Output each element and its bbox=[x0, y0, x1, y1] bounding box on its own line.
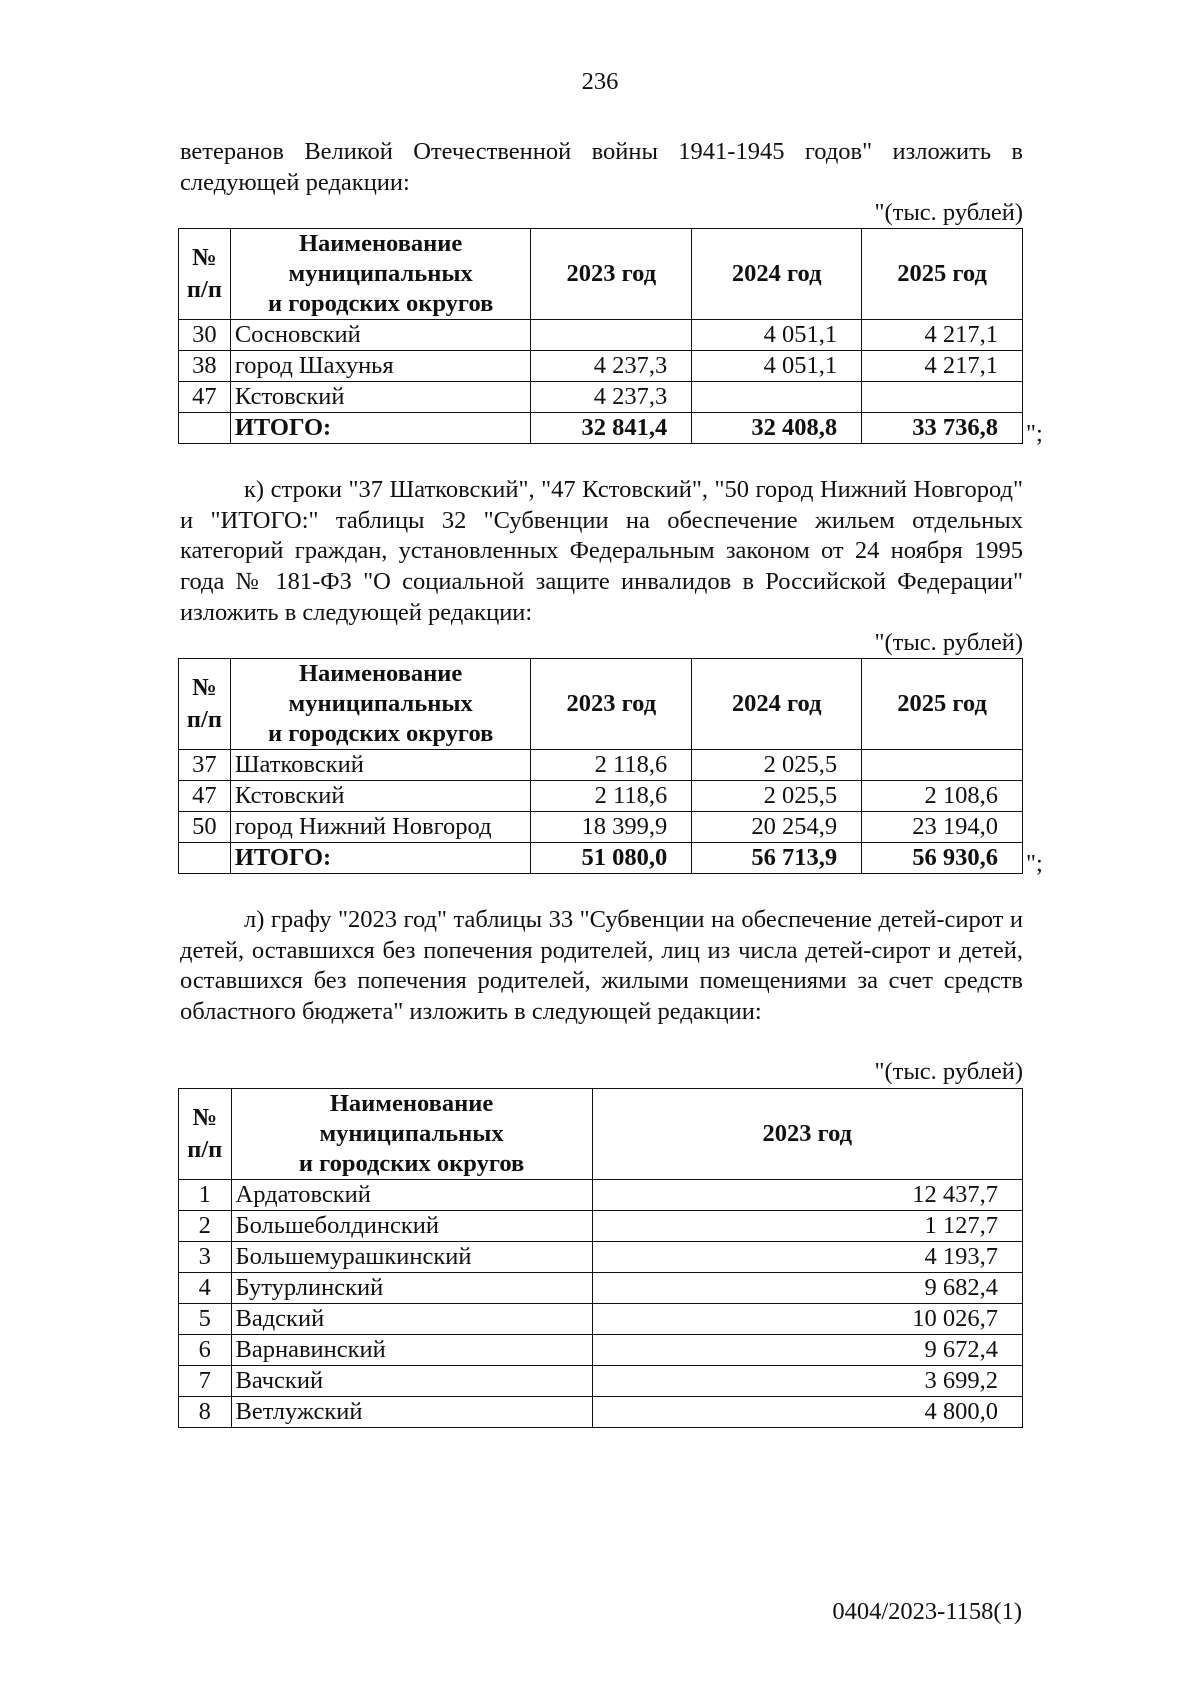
table-cell: город Нижний Новгород bbox=[230, 812, 531, 843]
table-cell: 2 108,6 bbox=[862, 781, 1023, 812]
header-name-line: муниципальных bbox=[288, 690, 473, 717]
table-cell: 56 930,6 bbox=[862, 843, 1023, 874]
table-cell: город Шахунья bbox=[230, 351, 531, 382]
table-cell: 32 841,4 bbox=[531, 413, 692, 444]
table-cell: Большемурашкинский bbox=[231, 1242, 592, 1273]
header-y2025: 2025 год bbox=[862, 659, 1023, 750]
paragraph-k bbox=[180, 475, 1023, 629]
header-y2025: 2025 год bbox=[862, 229, 1023, 320]
table-cell: 9 682,4 bbox=[592, 1273, 1022, 1304]
table-cell: 2 025,5 bbox=[692, 781, 862, 812]
table-cell: 38 bbox=[179, 351, 231, 382]
table-cell: 4 217,1 bbox=[862, 351, 1023, 382]
table-cell: 3 699,2 bbox=[592, 1366, 1022, 1397]
header-name-line: и городских округов bbox=[298, 1150, 525, 1177]
header-name bbox=[231, 1089, 592, 1180]
header-name-line: и городских округов bbox=[267, 290, 494, 317]
table-cell: 2 118,6 bbox=[531, 750, 692, 781]
table-cell: 32 408,8 bbox=[692, 413, 862, 444]
unit-label: "(тыс. рублей) bbox=[874, 629, 1023, 656]
table-cell: 51 080,0 bbox=[531, 843, 692, 874]
table-row bbox=[179, 351, 1023, 382]
table-row bbox=[179, 1211, 1023, 1242]
header-num bbox=[179, 229, 231, 320]
table-cell: 12 437,7 bbox=[592, 1180, 1022, 1211]
table-cell: 2 bbox=[179, 1211, 232, 1242]
table-2 bbox=[178, 658, 1023, 874]
table-cell bbox=[862, 750, 1023, 781]
table-row bbox=[179, 1304, 1023, 1335]
table-cell bbox=[692, 382, 862, 413]
table-cell: Шатковский bbox=[230, 750, 531, 781]
table-cell: 4 237,3 bbox=[531, 351, 692, 382]
table-cell: 5 bbox=[179, 1304, 232, 1335]
header-y2023: 2023 год bbox=[592, 1089, 1022, 1180]
table-cell: Ардатовский bbox=[231, 1180, 592, 1211]
header-name-line: Наименование bbox=[298, 660, 463, 687]
header-y2024: 2024 год bbox=[692, 659, 862, 750]
table-cell: 6 bbox=[179, 1335, 232, 1366]
table-cell: 4 237,3 bbox=[531, 382, 692, 413]
header-y2023: 2023 год bbox=[531, 229, 692, 320]
header-num bbox=[179, 1089, 232, 1180]
table-row bbox=[179, 1335, 1023, 1366]
header-num bbox=[179, 659, 231, 750]
table-cell: Варнавинский bbox=[231, 1335, 592, 1366]
header-row bbox=[179, 1089, 1023, 1180]
paragraph-l-text: л) графу "2023 год" таблицы 33 "Субвенции на обеспечение детей-сирот и детей, оставшихся без попечения родителей, лиц из числа детей-сирот и детей, оставшихся без попечения родителей, жилыми помещениями за счет средств областного бюджета" изложить в следующей редакции: bbox=[180, 906, 1023, 1026]
header-name-line: муниципальных bbox=[288, 260, 473, 287]
table-cell: ИТОГО: bbox=[230, 843, 531, 874]
header-name-line: Наименование bbox=[298, 230, 463, 257]
table-cell: 4 051,1 bbox=[692, 320, 862, 351]
header-row bbox=[179, 659, 1023, 750]
table-cell: 23 194,0 bbox=[862, 812, 1023, 843]
table-cell: Ветлужский bbox=[231, 1397, 592, 1428]
total-row bbox=[179, 413, 1023, 444]
header-num-text: № п/п bbox=[186, 674, 222, 733]
table-cell: 2 118,6 bbox=[531, 781, 692, 812]
header-num-text: № п/п bbox=[187, 1104, 223, 1163]
table-cell: Сосновский bbox=[230, 320, 531, 351]
document-code: 0404/2023-1158(1) bbox=[832, 1598, 1022, 1625]
table-cell bbox=[531, 320, 692, 351]
table-cell: ИТОГО: bbox=[230, 413, 531, 444]
header-name-line: Наименование bbox=[329, 1090, 494, 1117]
table-row bbox=[179, 781, 1023, 812]
table-1 bbox=[178, 228, 1023, 444]
table-cell: 18 399,9 bbox=[531, 812, 692, 843]
table-cell: 8 bbox=[179, 1397, 232, 1428]
header-y2024: 2024 год bbox=[692, 229, 862, 320]
table-cell: Большеболдинский bbox=[231, 1211, 592, 1242]
table-cell: 37 bbox=[179, 750, 231, 781]
table-cell bbox=[862, 382, 1023, 413]
header-name bbox=[230, 659, 531, 750]
table-cell: Вачский bbox=[231, 1366, 592, 1397]
table-cell: 47 bbox=[179, 781, 231, 812]
header-name bbox=[230, 229, 531, 320]
table-cell: 10 026,7 bbox=[592, 1304, 1022, 1335]
table-row bbox=[179, 1397, 1023, 1428]
paragraph-l bbox=[180, 905, 1023, 1028]
table-1-closing-quote: "; bbox=[1026, 420, 1043, 447]
table-cell bbox=[179, 843, 231, 874]
table-cell: 33 736,8 bbox=[862, 413, 1023, 444]
table-cell: 4 217,1 bbox=[862, 320, 1023, 351]
table-cell: 30 bbox=[179, 320, 231, 351]
table-cell bbox=[179, 413, 231, 444]
table-cell: 1 127,7 bbox=[592, 1211, 1022, 1242]
paragraph-k-text: к) строки "37 Шатковский", "47 Кстовский", "50 город Нижний Новгород" и "ИТОГО:" таблицы 32 "Субвенции на обеспечение жильем отдельных категорий граждан, установленных Федеральным законом от 24 ноября 1995 года № 181-ФЗ "О социальной защите инвалидов в Российской Федерации" изложить в следующей редакции: bbox=[180, 476, 1023, 626]
table-cell: 9 672,4 bbox=[592, 1335, 1022, 1366]
table-cell: Кстовский bbox=[230, 382, 531, 413]
header-row bbox=[179, 229, 1023, 320]
table-row bbox=[179, 812, 1023, 843]
table-cell: 56 713,9 bbox=[692, 843, 862, 874]
table-cell: 4 193,7 bbox=[592, 1242, 1022, 1273]
unit-label: "(тыс. рублей) bbox=[874, 1058, 1023, 1085]
intro-paragraph: ветеранов Великой Отечественной войны 1941-1945 годов" изложить в следующей редакции: bbox=[180, 138, 1023, 196]
table-cell: 1 bbox=[179, 1180, 232, 1211]
table-2-closing-quote: "; bbox=[1026, 850, 1043, 877]
table-cell: 7 bbox=[179, 1366, 232, 1397]
table-row bbox=[179, 382, 1023, 413]
header-y2023: 2023 год bbox=[531, 659, 692, 750]
total-row bbox=[179, 843, 1023, 874]
table-cell: 4 bbox=[179, 1273, 232, 1304]
table-cell: 4 051,1 bbox=[692, 351, 862, 382]
table-row bbox=[179, 1273, 1023, 1304]
table-cell: 3 bbox=[179, 1242, 232, 1273]
table-cell: 2 025,5 bbox=[692, 750, 862, 781]
table-row bbox=[179, 750, 1023, 781]
table-cell: 47 bbox=[179, 382, 231, 413]
table-3 bbox=[178, 1088, 1023, 1428]
header-name-line: и городских округов bbox=[267, 720, 494, 747]
table-cell: Кстовский bbox=[230, 781, 531, 812]
table-cell: 4 800,0 bbox=[592, 1397, 1022, 1428]
table-cell: 20 254,9 bbox=[692, 812, 862, 843]
table-cell: Вадский bbox=[231, 1304, 592, 1335]
table-row bbox=[179, 320, 1023, 351]
header-num-text: № п/п bbox=[186, 244, 222, 303]
table-cell: 50 bbox=[179, 812, 231, 843]
unit-label: "(тыс. рублей) bbox=[874, 199, 1023, 226]
table-row bbox=[179, 1366, 1023, 1397]
page-number: 236 bbox=[581, 68, 619, 95]
header-name-line: муниципальных bbox=[319, 1120, 504, 1147]
table-cell: Бутурлинский bbox=[231, 1273, 592, 1304]
table-row bbox=[179, 1180, 1023, 1211]
table-row bbox=[179, 1242, 1023, 1273]
